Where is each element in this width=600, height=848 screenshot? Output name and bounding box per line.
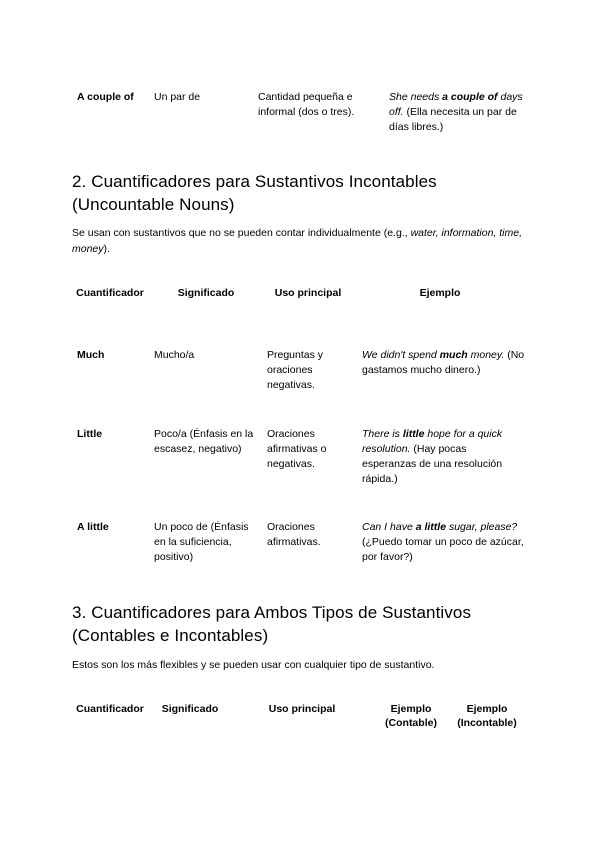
intro-end: ). — [103, 243, 110, 255]
intro-examples: water, information, time, money — [72, 227, 523, 255]
example-en: Can I have — [362, 521, 416, 533]
example-en-end: days off. — [389, 91, 523, 118]
header-example-countable: Ejemplo (Contable) — [385, 703, 437, 729]
example-translation: (¿Puedo tomar un poco de azúcar, por favor?) — [362, 536, 524, 563]
use-little: Oraciones afirmativas o negativas. — [267, 428, 327, 470]
meaning-little: Poco/a (Énfasis en la escasez, negativo) — [154, 428, 254, 455]
example-a-little — [362, 520, 532, 565]
example-en-end: sugar, please? — [446, 521, 518, 533]
section-2-intro — [72, 225, 532, 257]
header-quantifier: Cuantificador — [76, 287, 144, 299]
example-translation: (No gastamos mucho dinero.) — [362, 349, 525, 376]
term-a-couple-of: A couple of — [77, 91, 134, 103]
term-a-little: A little — [77, 521, 109, 533]
section-2-heading: 2. Cuantificadores para Sustantivos Incontables (Uncountable Nouns) — [72, 172, 437, 214]
example-much — [362, 348, 527, 378]
header-meaning: Significado — [161, 703, 219, 715]
header-quantifier: Cuantificador — [76, 703, 144, 715]
header-use: Uso principal — [274, 287, 342, 299]
section-3-intro: Estos son los más flexibles y se pueden usar con cualquier tipo de sustantivo. — [72, 659, 435, 671]
header-example: Ejemplo — [419, 287, 461, 299]
term-little: Little — [77, 428, 103, 440]
example-en: There is — [362, 428, 403, 440]
use-a-couple-of: Cantidad pequeña e informal (dos o tres). — [258, 91, 355, 118]
meaning-a-couple-of: Un par de — [154, 91, 201, 103]
example-quantifier: a little — [415, 521, 447, 533]
header-use: Uso principal — [268, 703, 336, 715]
header-example-uncountable: Ejemplo (Incontable) — [457, 703, 517, 729]
intro-text: Se usan con sustantivos que no se pueden contar individualmente (e.g., — [72, 227, 411, 239]
section-3-heading: 3. Cuantificadores para Ambos Tipos de Sustantivos (Contables e Incontables) — [72, 603, 472, 645]
example-translation: (Ella necesita un par de días libres.) — [389, 106, 517, 133]
example-en: She needs — [389, 91, 440, 103]
meaning-a-little: Un poco de (Énfasis en la suficiencia, positivo) — [154, 521, 249, 563]
example-quantifier: much — [439, 349, 468, 361]
example-quantifier: little — [402, 428, 425, 440]
example-en-end: money. — [467, 349, 505, 361]
use-a-little: Oraciones afirmativas. — [267, 521, 321, 548]
example-translation: (Hay pocas esperanzas de una resolución rápida.) — [362, 443, 503, 485]
header-meaning: Significado — [177, 287, 235, 299]
example-quantifier: a couple of — [439, 91, 498, 103]
example-en-end: hope for a quick resolution. — [362, 428, 503, 455]
term-much: Much — [77, 349, 105, 361]
use-much: Preguntas y oraciones negativas. — [267, 349, 324, 391]
meaning-much: Mucho/a — [154, 349, 195, 361]
example-little — [362, 427, 522, 487]
example-a-couple-of — [389, 90, 529, 135]
example-en: We didn't spend — [362, 349, 440, 361]
